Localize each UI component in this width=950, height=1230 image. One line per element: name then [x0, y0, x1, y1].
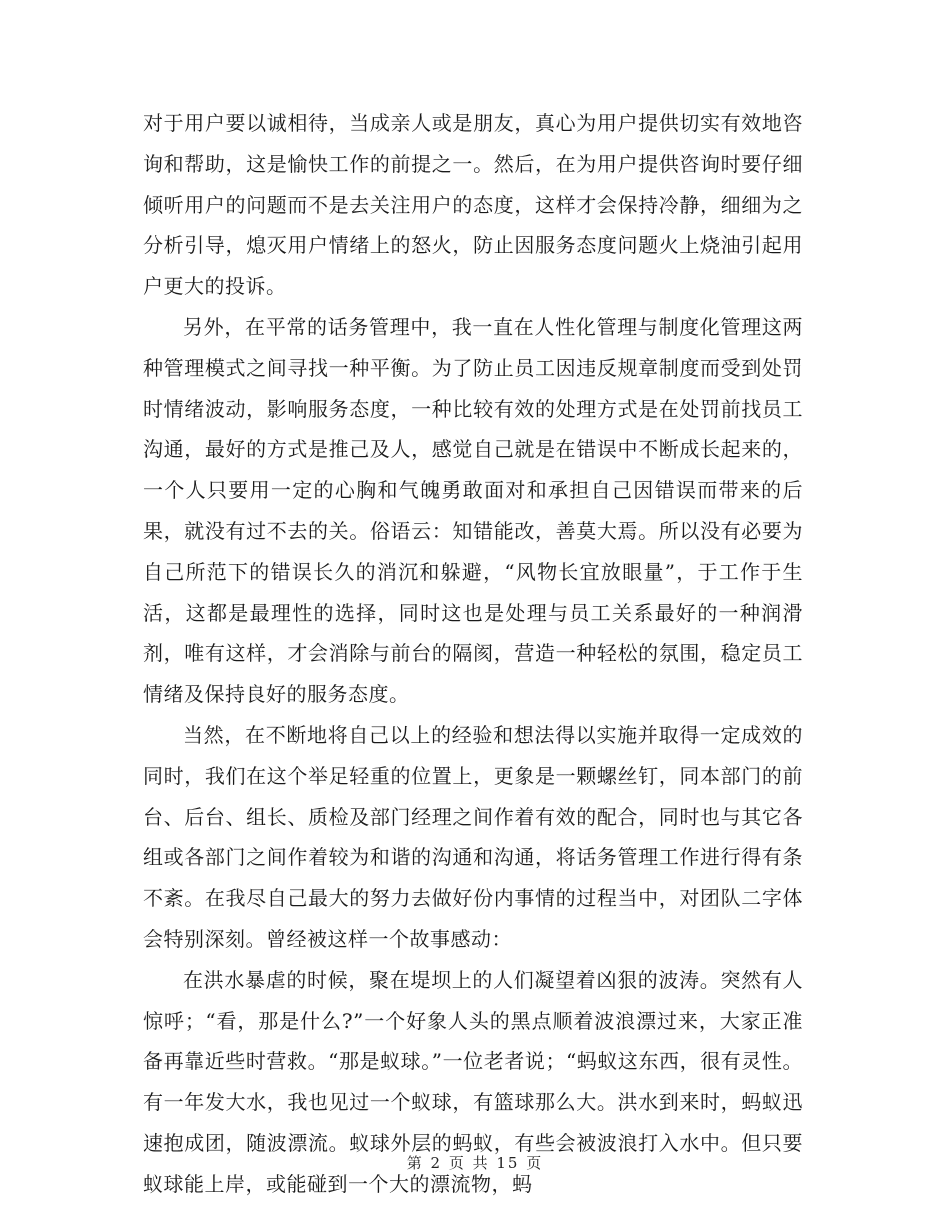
- document-body: [143, 103, 803, 1205]
- paragraph-3: 当然，在不断地将自己以上的经验和想法得以实施并取得一定成效的同时，我们在这个举足轻重的位置上，更象是一颗螺丝钉，同本部门的前台、后台、组长、质检及部门经理之间作着有效的配合，同时也与其它各组或各部门之间作着较为和谐的沟通和沟通，将话务管理工作进行得有条不紊。在我尽自己最大的努力去做好份内事情的过程当中，对团队二字体会特别深刻。曾经被这样一个故事感动：: [143, 722, 803, 951]
- page-number-footer: 第 2 页 共 15 页: [406, 1154, 544, 1172]
- paragraph-1: 对于用户要以诚相待，当成亲人或是朋友，真心为用户提供切实有效地咨询和帮助，这是愉快工作的前提之一。然后，在为用户提供咨询时要仔细倾听用户的问题而不是去关注用户的态度，这样才会保持冷静，细细为之分析引导，熄灭用户情绪上的怒火，防止因服务态度问题火上烧油引起用户更大的投诉。: [143, 111, 803, 299]
- paragraph-4: 在洪水暴虐的时候，聚在堤坝上的人们凝望着凶狠的波涛。突然有人惊呼；“看，那是什么?”一个好象人头的黑点顺着波浪漂过来，大家正准备再靠近些时营救。“那是蚁球。”一位老者说；“蚂蚁这东西，很有灵性。有一年发大水，我也见过一个蚁球，有篮球那么大。洪水到来时，蚂蚁迅速抱成团，随波漂流。蚁球外层的蚂蚁，有些会被波浪打入水中。但只要蚁球能上岸，或能碰到一个大的漂流物，蚂: [143, 967, 803, 1196]
- paragraph-2: 另外，在平常的话务管理中，我一直在人性化管理与制度化管理这两种管理模式之间寻找一种平衡。为了防止员工因违反规章制度而受到处罚时情绪波动，影响服务态度，一种比较有效的处理方式是在处罚前找员工沟通，最好的方式是推己及人，感觉自己就是在错误中不断成长起来的，一个人只要用一定的心胸和气魄勇敢面对和承担自己因错误而带来的后果，就没有过不去的关。俗语云：知错能改，善莫大焉。所以没有必要为自己所范下的错误长久的消沉和躲避，“风物长宜放眼量”，于工作于生活，这都是最理性的选择，同时这也是处理与员工关系最好的一种润滑剂，唯有这样，才会消除与前台的隔阂，营造一种轻松的氛围，稳定员工情绪及保持良好的服务态度。: [143, 314, 803, 707]
